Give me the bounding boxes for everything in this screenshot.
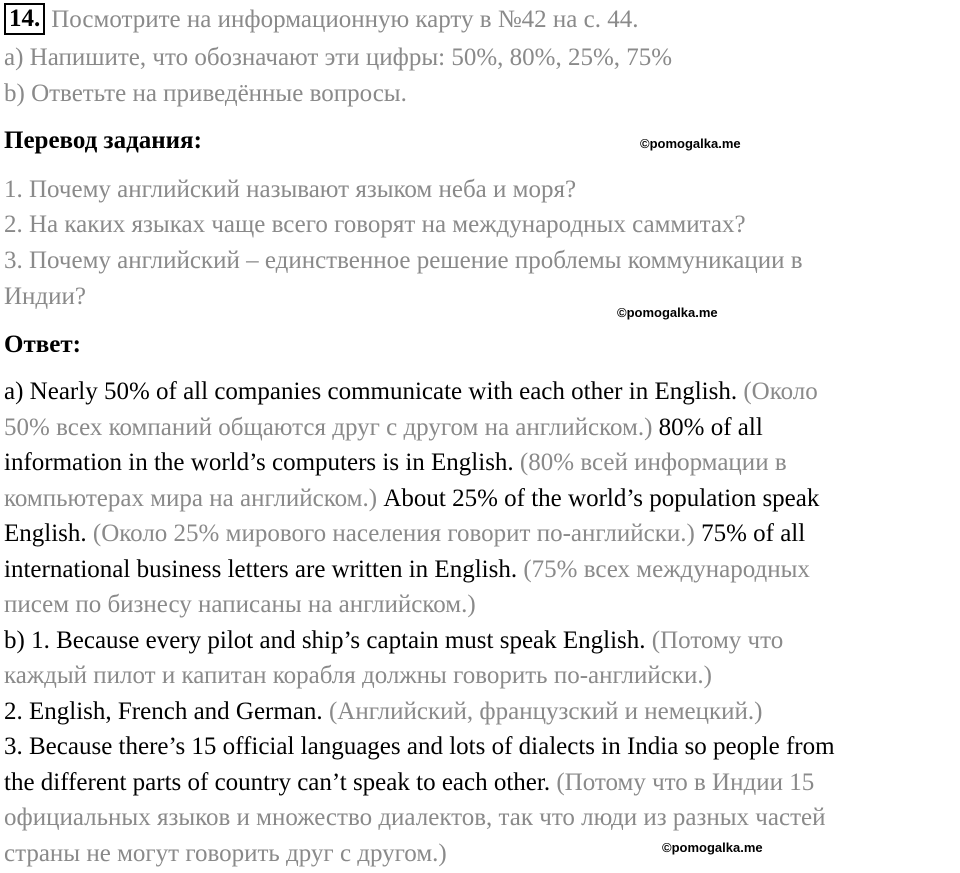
answer-line [4,623,835,659]
watermark-1: ©pomogalka.me [640,136,741,151]
answer-translation-text: (Потому что в Индии 15 [556,768,815,796]
answer-body [4,374,835,871]
answer-translation-text: (80% всей информации в [519,449,787,476]
answer-translation-text: страны не могут говорить друг с другом.) [4,839,447,867]
answer-text: international business letters are written in English. [4,555,524,583]
answer-text: 75% of all [694,520,806,547]
answer-translation-text: писем по бизнесу написаны на английском.) [4,591,476,618]
answer-text: b) 1. Because every pilot and ship’s captain must speak English. [4,626,652,654]
task-line-3: b) Ответьте на приведённые вопросы. [4,80,407,107]
task-number: 14. [4,3,45,35]
answer-line [4,658,835,694]
answer-line [4,374,835,410]
translation-question-3-line-2: Индии? [4,283,87,310]
task-instruction: Посмотрите на информационную карту в №42 на с. 44. [51,6,639,33]
answer-translation-text: компьютерах мира на английском.) [4,484,378,512]
answer-text: a) Nearly 50% of all companies communicate with each other in English. [4,378,744,405]
answer-line [4,729,835,765]
answer-translation-text: (75% всех международных [523,555,810,583]
answer-text: information in the world’s computers is in English. [4,449,520,476]
task-line-2: a) Напишите, что обозначают эти цифры: 50%, 80%, 25%, 75% [4,44,673,71]
answer-line [4,445,835,481]
answer-line [4,516,835,552]
answer-line [4,694,835,730]
answer-line [4,800,835,836]
answer-translation-text: (Около [743,378,818,405]
answer-text: 3. Because there’s 15 official languages and lots of dialects in India so people from [4,733,835,760]
translation-question-2: 2. На каких языках чаще всего говорят на международных саммитах? [4,211,746,238]
translation-question-3-line-1: 3. Почему английский – единственное решение проблемы коммуникации в [4,247,803,274]
answer-text: 80% of all [652,413,763,441]
answer-heading: Ответ: [4,331,81,358]
answer-translation-text: (Английский, французский и немецкий.) [328,697,763,725]
answer-translation-text: (Около 25% мирового населения говорит по-английски.) [92,520,695,547]
answer-line [4,765,835,801]
answer-translation-text: каждый пилот и капитан корабля должны говорить по-английски.) [4,662,712,689]
watermark-2: ©pomogalka.me [617,305,718,320]
task-line-1 [4,2,639,38]
answer-text: English. [4,520,93,547]
answer-translation-text: официальных языков и множество диалектов, так что люди из разных частей [4,804,826,831]
translation-question-1: 1. Почему английский называют языком неба и моря? [4,176,577,203]
answer-line [4,587,835,623]
answer-text: 2. English, French and German. [4,697,329,725]
answer-text: About 25% of the world’s population speak [377,484,820,512]
answer-translation-text: 50% всех компаний общаются друг с другом на английском.) [4,413,653,441]
answer-text: the different parts of country can’t speak to each other. [4,768,557,796]
answer-line [4,410,835,446]
answer-translation-text: (Потому что [651,626,784,654]
translation-heading: Перевод задания: [4,127,202,154]
answer-line [4,552,835,588]
watermark-3: ©pomogalka.me [662,840,763,855]
answer-line [4,481,835,517]
